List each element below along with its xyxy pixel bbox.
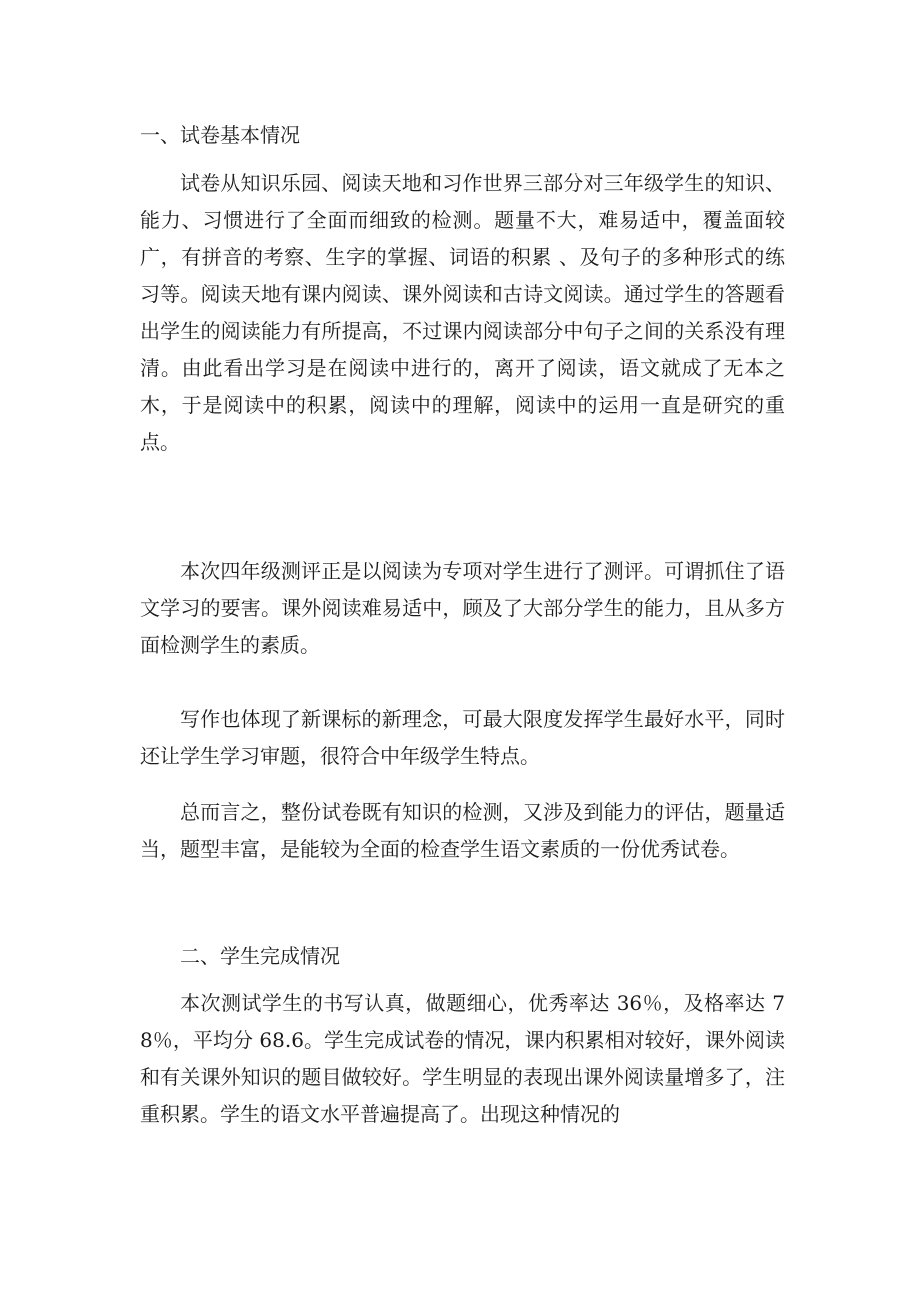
- section-1-heading: 一、试卷基本情况: [140, 123, 300, 147]
- section-2-heading: 二、学生完成情况: [180, 944, 340, 968]
- paragraph-1: 试卷从知识乐园、阅读天地和习作世界三部分对三年级学生的知识、能力、习惯进行了全面而细致的检测。题量不大，难易适中，覆盖面较广，有拼音的考察、生字的掌握、词语的积累 、及句子的多种形式的练习等。阅读天地有课内阅读、课外阅读和古诗文阅读。通过学生的答题看出学生的阅读能力有所提高，不过课内阅读部分中句子之间的关系没有理清。由此看出学习是在阅读中进行的，离开了阅读，语文就成了无本之木，于是阅读中的积累，阅读中的理解，阅读中的运用一直是研究的重点。: [140, 171, 785, 454]
- paragraph-2: 本次四年级测评正是以阅读为专项对学生进行了测评。可谓抓住了语文学习的要害。课外阅读难易适中，顾及了大部分学生的能力，且从多方面检测学生的素质。: [140, 559, 785, 657]
- paragraph-4: 总而言之，整份试卷既有知识的检测，又涉及到能力的评估，题量适当，题型丰富，是能较为全面的检查学生语文素质的一份优秀试卷。: [140, 800, 785, 861]
- paragraph-5: 本次测试学生的书写认真，做题细心，优秀率达 36％，及格率达 78％，平均分 68.6。学生完成试卷的情况，课内积累相对较好，课外阅读和有关课外知识的题目做较好。学生明显的表现出课外阅读量增多了，注重积累。学生的语文水平普遍提高了。出现这种情况的: [140, 991, 785, 1126]
- paragraph-3: 写作也体现了新课标的新理念，可最大限度发挥学生最好水平，同时还让学生学习审题，很符合中年级学生特点。: [140, 707, 785, 768]
